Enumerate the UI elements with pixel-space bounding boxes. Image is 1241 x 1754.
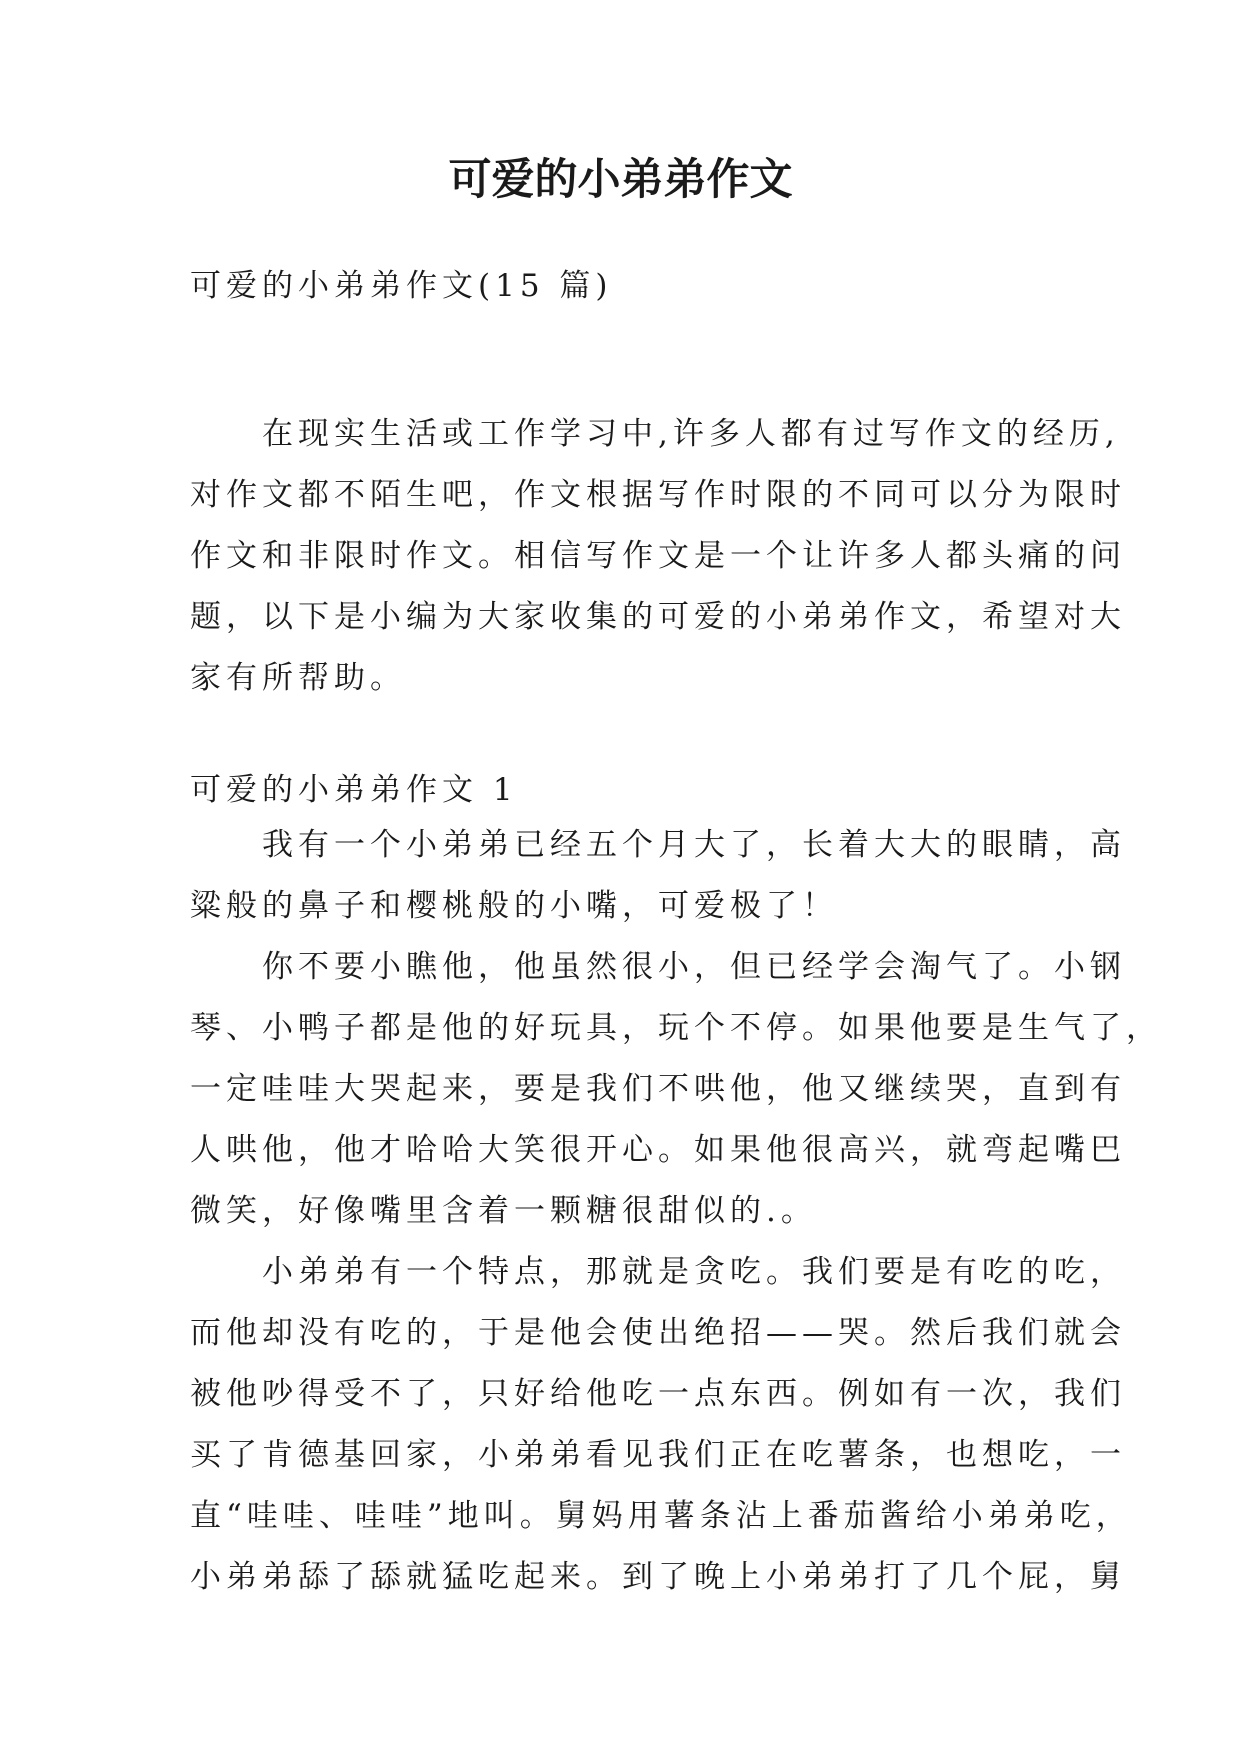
essay-line: 被他吵得受不了，只好给他吃一点东西。例如有一次，我们 <box>190 1376 1126 1412</box>
section-heading: 可爱的小弟弟作文 1 <box>190 772 518 808</box>
essay-line: 买了肯德基回家，小弟弟看见我们正在吃薯条，也想吃，一 <box>190 1437 1126 1473</box>
document-title: 可爱的小弟弟作文 <box>448 155 793 205</box>
essay-line: 小弟弟舔了舔就猛吃起来。到了晚上小弟弟打了几个屁，舅 <box>190 1559 1126 1595</box>
intro-line: 对作文都不陌生吧，作文根据写作时限的不同可以分为限时 <box>190 477 1126 513</box>
intro-line: 家有所帮助。 <box>190 660 406 696</box>
essay-line: 你不要小瞧他，他虽然很小，但已经学会淘气了。小钢 <box>190 949 1126 985</box>
intro-line: 题，以下是小编为大家收集的可爱的小弟弟作文，希望对大 <box>190 599 1126 635</box>
essay-line: 直“哇哇、哇哇”地叫。舅妈用薯条沾上番茄酱给小弟弟吃， <box>190 1498 1132 1534</box>
intro-paragraph <box>190 404 1126 709</box>
document-subtitle: 可爱的小弟弟作文(15 篇) <box>190 268 613 304</box>
essay-line: 粱般的鼻子和樱桃般的小嘴，可爱极了！ <box>190 888 838 924</box>
essay-line: 一定哇哇大哭起来，要是我们不哄他，他又继续哭，直到有 <box>190 1071 1126 1107</box>
intro-line: 作文和非限时作文。相信写作文是一个让许多人都头痛的问 <box>190 538 1126 574</box>
essay-line: 琴、小鸭子都是他的好玩具，玩个不停。如果他要是生气了， <box>190 1010 1162 1046</box>
essay-line: 人哄他，他才哈哈大笑很开心。如果他很高兴，就弯起嘴巴 <box>190 1132 1126 1168</box>
essay-line: 微笑，好像嘴里含着一颗糖很甜似的.。 <box>190 1193 817 1229</box>
essay-line: 而他却没有吃的，于是他会使出绝招——哭。然后我们就会 <box>190 1315 1126 1351</box>
essay-body <box>190 815 1162 1608</box>
essay-line: 我有一个小弟弟已经五个月大了，长着大大的眼睛，高 <box>190 827 1126 863</box>
intro-line: 在现实生活或工作学习中,许多人都有过写作文的经历, <box>190 416 1120 452</box>
essay-line: 小弟弟有一个特点，那就是贪吃。我们要是有吃的吃， <box>190 1254 1126 1290</box>
